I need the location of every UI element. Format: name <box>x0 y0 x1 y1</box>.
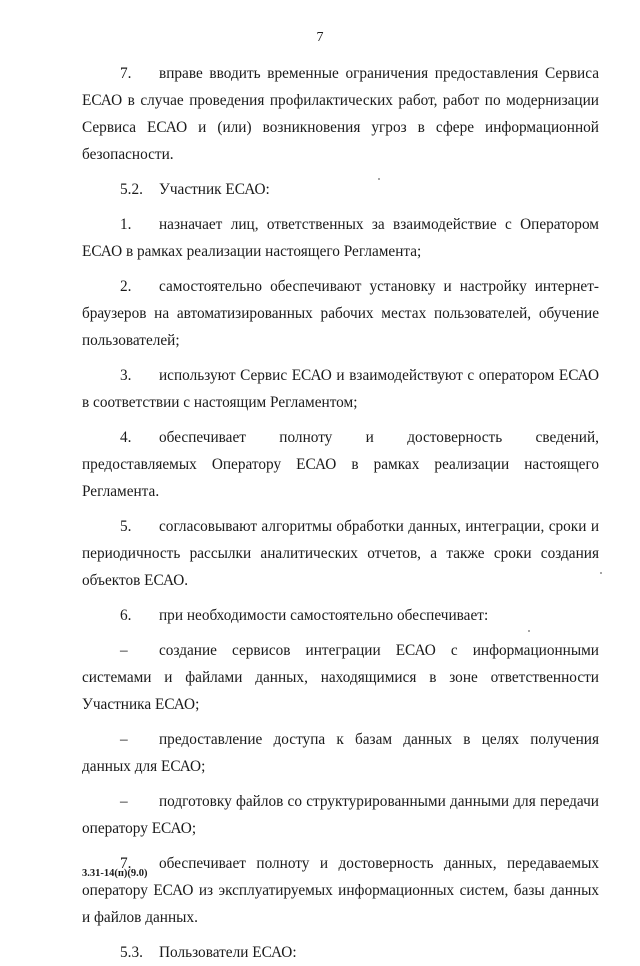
item-text: назначает лиц, ответственных за взаимодействие с Оператором ЕСАО в рамках реализации настоящего Регламента; <box>82 216 599 260</box>
item-text: согласовывают алгоритмы обработки данных, интеграции, сроки и периодичность рассылки аналитических отчетов, а также сроки создания объектов ЕСАО. <box>82 518 599 589</box>
scan-speck <box>378 178 380 180</box>
item-text: при необходимости самостоятельно обеспечивает: <box>159 607 489 624</box>
item-text: Пользователи ЕСАО: <box>159 944 297 961</box>
item-text: обеспечивает полноту и достоверность данных, передаваемых оператору ЕСАО из эксплуатируемых информационных систем, базы данных и файлов данных. <box>82 855 599 926</box>
page-number: 7 <box>316 30 324 45</box>
scan-speck <box>600 572 602 574</box>
bullet-item <box>82 726 599 780</box>
bullet-dash: – <box>120 642 128 659</box>
item-text: обеспечивает полноту и достоверность сведений, предоставляемых Оператору ЕСАО в рамках реализации настоящего Регламента. <box>82 429 599 500</box>
item-text: самостоятельно обеспечивают установку и настройку интернет-браузеров на автоматизированных рабочих местах пользователей, обучение пользователей; <box>82 278 599 349</box>
item-text: используют Сервис ЕСАО и взаимодействуют с оператором ЕСАО в соответствии с настоящим Регламентом; <box>82 367 599 411</box>
bullet-item <box>82 788 599 842</box>
item-text: Участник ЕСАО: <box>159 181 270 198</box>
item-number: 7. <box>120 65 132 82</box>
bullet-dash: – <box>120 793 128 810</box>
list-item <box>82 513 599 594</box>
item-text: создание сервисов интеграции ЕСАО с информационными системами и файлами данных, находящимися в зоне ответственности Участника ЕСАО; <box>82 642 599 713</box>
item-number: 6. <box>120 607 132 624</box>
item-number: 1. <box>120 216 132 233</box>
item-number: 5.2. <box>120 181 143 198</box>
list-item <box>82 211 599 265</box>
item-number: 5. <box>120 518 132 535</box>
item-number: 2. <box>120 278 132 295</box>
section-heading <box>82 176 599 203</box>
bullet-dash: – <box>120 731 128 748</box>
item-number: 3. <box>120 367 132 384</box>
bullet-item <box>82 637 599 718</box>
footer-document-code: 3.31-14(п)(9.0) <box>82 868 148 879</box>
item-number: 5.3. <box>120 944 143 961</box>
list-item <box>82 273 599 354</box>
list-item <box>82 424 599 505</box>
section-heading <box>82 939 599 966</box>
list-item <box>82 850 599 931</box>
item-number: 4. <box>120 429 132 446</box>
item-text: вправе вводить временные ограничения предоставления Сервиса ЕСАО в случае проведения профилактических работ, работ по модернизации Сервиса ЕСАО и (или) возникновения угроз в сфере информационной безопасности. <box>82 65 599 163</box>
document-body <box>82 60 599 966</box>
item-text: предоставление доступа к базам данных в целях получения данных для ЕСАО; <box>82 731 599 775</box>
list-item <box>82 602 599 629</box>
scan-speck <box>528 630 530 632</box>
item-text: подготовку файлов со структурированными данными для передачи оператору ЕСАО; <box>82 793 599 837</box>
item-number: 7. <box>120 855 132 872</box>
list-item <box>82 60 599 168</box>
list-item <box>82 362 599 416</box>
